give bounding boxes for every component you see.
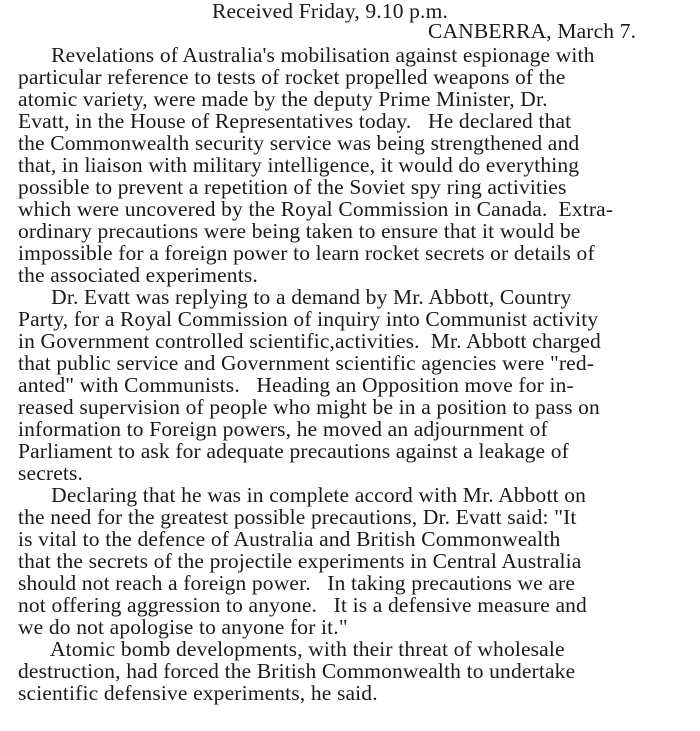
article-line: the need for the greatest possible precautions, Dr. Evatt said: "It xyxy=(18,505,577,529)
article-line: Parliament to ask for adequate precautions against a leakage of xyxy=(18,439,569,463)
article-line: atomic variety, were made by the deputy Prime Minister, Dr. xyxy=(18,87,548,111)
article-line: anted" with Communists. Heading an Opposition move for in- xyxy=(18,373,574,397)
article-line: Dr. Evatt was replying to a demand by Mr. Abbott, Country xyxy=(18,285,572,309)
article-line: reased supervision of people who might be in a position to pass on xyxy=(18,395,600,419)
article-line: that public service and Government scientific agencies were "red- xyxy=(18,351,595,375)
article-line: Atomic bomb developments, with their threat of wholesale xyxy=(18,637,565,661)
article-line: Revelations of Australia's mobilisation against espionage with xyxy=(18,43,595,67)
article-line: scientific defensive experiments, he said. xyxy=(18,681,378,705)
article-line: in Government controlled scientific,activities. Mr. Abbott charged xyxy=(18,329,601,353)
article-line: we do not apologise to anyone for it." xyxy=(18,615,348,639)
article-line: that the secrets of the projectile experiments in Central Australia xyxy=(18,549,582,573)
article-line: impossible for a foreign power to learn rocket secrets or details of xyxy=(18,241,595,265)
article-line: Party, for a Royal Commission of inquiry into Communist activity xyxy=(18,307,599,331)
article-line: particular reference to tests of rocket propelled weapons of the xyxy=(18,65,566,89)
dateline: CANBERRA, March 7. xyxy=(428,19,637,43)
article-line: possible to prevent a repetition of the Soviet spy ring activities xyxy=(18,175,567,199)
article-line: the Commonwealth security service was being strengthened and xyxy=(18,131,580,155)
article-line: Declaring that he was in complete accord with Mr. Abbott on xyxy=(18,483,587,507)
article-line: secrets. xyxy=(18,461,84,485)
received-time-header: Received Friday, 9.10 p.m. xyxy=(212,0,448,23)
article-line: ordinary precautions were being taken to ensure that it would be xyxy=(18,219,581,243)
article-line: Evatt, in the House of Representatives today. He declared that xyxy=(18,109,572,133)
article-line: the associated experiments. xyxy=(18,263,258,287)
article-line: which were uncovered by the Royal Commission in Canada. Extra- xyxy=(18,197,614,221)
article-line: is vital to the defence of Australia and British Commonwealth xyxy=(18,527,561,551)
article-line: should not reach a foreign power. In taking precautions we are xyxy=(18,571,576,595)
article-line: not offering aggression to anyone. It is a defensive measure and xyxy=(18,593,587,617)
article-line: that, in liaison with military intelligence, it would do everything xyxy=(18,153,580,177)
article-line: destruction, had forced the British Commonwealth to undertake xyxy=(18,659,576,683)
article-line: information to Foreign powers, he moved an adjournment of xyxy=(18,417,548,441)
